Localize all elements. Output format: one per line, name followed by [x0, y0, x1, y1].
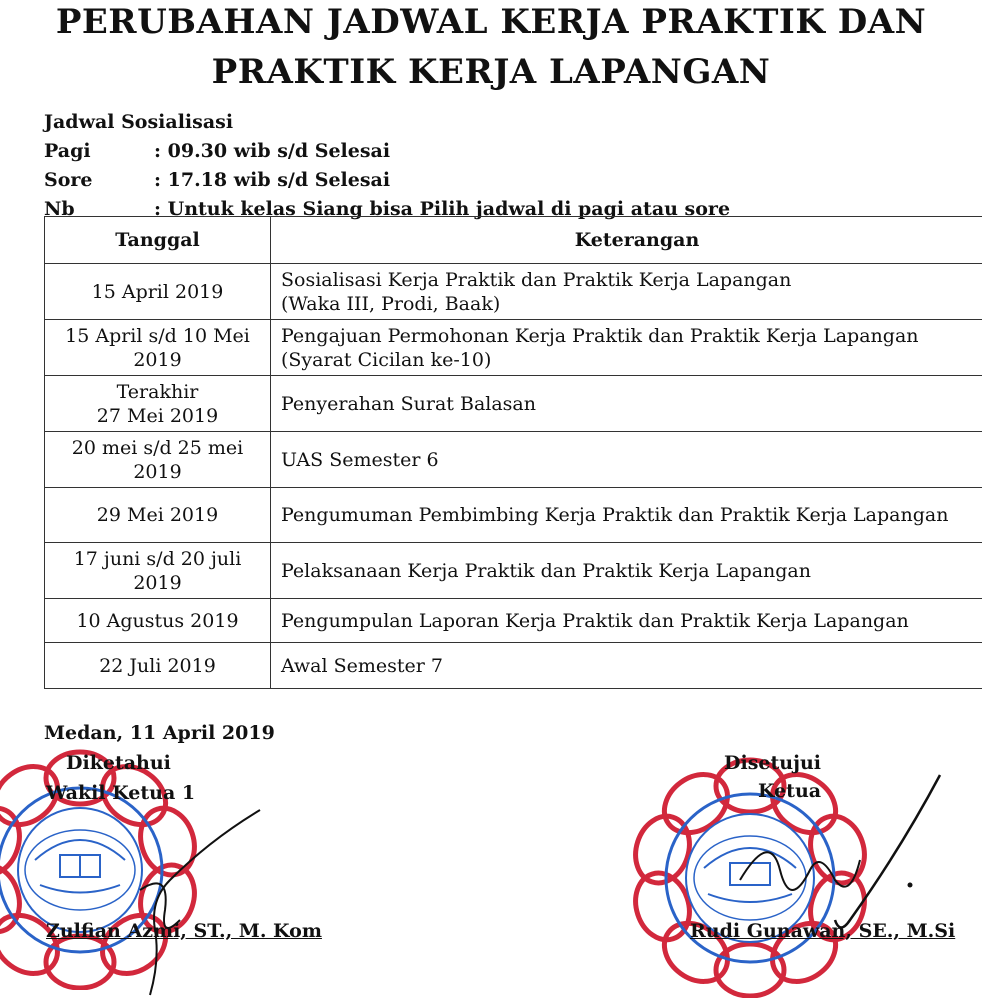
cell-keterangan — [271, 264, 982, 320]
sosialisasi-label: Sore — [44, 169, 93, 191]
cell-tanggal-line: 15 April s/d 10 Mei — [65, 324, 250, 347]
cell-tanggal — [45, 264, 271, 320]
table-row — [45, 643, 982, 689]
cell-tanggal — [45, 432, 271, 488]
cell-keterangan-line: Pengajuan Permohonan Kerja Praktik dan Praktik Kerja Lapangan — [281, 324, 919, 347]
cell-tanggal — [45, 543, 271, 599]
table-header-row — [45, 217, 982, 264]
left-signatory-name: Zulfian Azmi, ST., M. Kom — [46, 920, 322, 942]
schedule-body — [45, 264, 982, 689]
left-role-wakil-ketua: Wakil Ketua 1 — [46, 782, 196, 804]
cell-tanggal-line: 2019 — [133, 571, 182, 594]
cell-tanggal — [45, 599, 271, 643]
cell-keterangan-line: Pengumuman Pembimbing Kerja Praktik dan Praktik Kerja Lapangan — [281, 504, 949, 526]
right-signatory-name: Rudi Gunawan, SE., M.Si — [690, 920, 956, 942]
sosialisasi-value: : Untuk kelas Siang bisa Pilih jadwal di pagi atau sore — [154, 198, 731, 220]
sosialisasi-value: : 09.30 wib s/d Selesai — [154, 140, 391, 162]
right-role-disetujui: Disetujui — [724, 752, 821, 774]
table-row — [45, 488, 982, 543]
left-role-diketahui: Diketahui — [66, 752, 171, 774]
table-row — [45, 543, 982, 599]
cell-tanggal-line: 10 Agustus 2019 — [76, 609, 239, 632]
cell-keterangan-line: Penyerahan Surat Balasan — [281, 392, 536, 415]
cell-tanggal-line: 29 Mei 2019 — [96, 504, 219, 526]
table-row — [45, 320, 982, 376]
table-row — [45, 599, 982, 643]
cell-keterangan-line: Sosialisasi Kerja Praktik dan Praktik Kerja Lapangan — [281, 268, 792, 291]
signature-left-icon — [110, 800, 270, 1000]
cell-keterangan-line: Pelaksanaan Kerja Praktik dan Praktik Kerja Lapangan — [281, 559, 811, 582]
cell-keterangan — [271, 432, 982, 488]
sosialisasi-row — [44, 166, 730, 195]
cell-keterangan — [271, 543, 982, 599]
cell-tanggal-line: 2019 — [133, 348, 182, 371]
cell-keterangan-line: UAS Semester 6 — [281, 448, 439, 471]
sosialisasi-row — [44, 137, 730, 166]
header-tanggal: Tanggal — [45, 217, 271, 264]
cell-tanggal-line: 15 April 2019 — [91, 280, 224, 303]
cell-keterangan — [271, 643, 982, 689]
cell-tanggal-line: Terakhir — [116, 380, 199, 403]
sosialisasi-label: Pagi — [44, 140, 91, 162]
cell-keterangan — [271, 376, 982, 432]
cell-tanggal-line: 2019 — [133, 460, 182, 483]
place-date: Medan, 11 April 2019 — [44, 722, 275, 744]
cell-keterangan-line: (Syarat Cicilan ke-10) — [281, 348, 492, 371]
cell-tanggal — [45, 643, 271, 689]
sosialisasi-label: Nb — [44, 198, 75, 220]
cell-tanggal — [45, 320, 271, 376]
table-row — [45, 376, 982, 432]
sosialisasi-heading: Jadwal Sosialisasi — [44, 111, 234, 133]
cell-tanggal-line: 22 Juli 2019 — [99, 654, 216, 677]
table-row — [45, 264, 982, 320]
cell-tanggal-line: 27 Mei 2019 — [96, 404, 219, 427]
cell-tanggal — [45, 488, 271, 543]
sosialisasi-value: : 17.18 wib s/d Selesai — [154, 169, 391, 191]
cell-tanggal — [45, 376, 271, 432]
cell-keterangan — [271, 488, 982, 543]
right-role-ketua: Ketua — [758, 780, 822, 802]
cell-keterangan-line: (Waka III, Prodi, Baak) — [281, 292, 501, 315]
header-keterangan: Keterangan — [271, 217, 982, 264]
cell-tanggal-line: 17 juni s/d 20 juli — [73, 547, 242, 570]
cell-keterangan-line: Awal Semester 7 — [281, 654, 443, 677]
cell-keterangan — [271, 320, 982, 376]
cell-keterangan — [271, 599, 982, 643]
document-title-line-1: PERUBAHAN JADWAL KERJA PRAKTIK DAN — [55, 2, 927, 42]
sosialisasi-block — [44, 108, 730, 224]
cell-keterangan-line: Pengumpulan Laporan Kerja Praktik dan Praktik Kerja Lapangan — [281, 609, 909, 632]
cell-tanggal-line: 20 mei s/d 25 mei — [71, 436, 244, 459]
schedule-table — [44, 216, 982, 689]
table-row — [45, 432, 982, 488]
document-title-line-2: PRAKTIK KERJA LAPANGAN — [211, 52, 771, 92]
